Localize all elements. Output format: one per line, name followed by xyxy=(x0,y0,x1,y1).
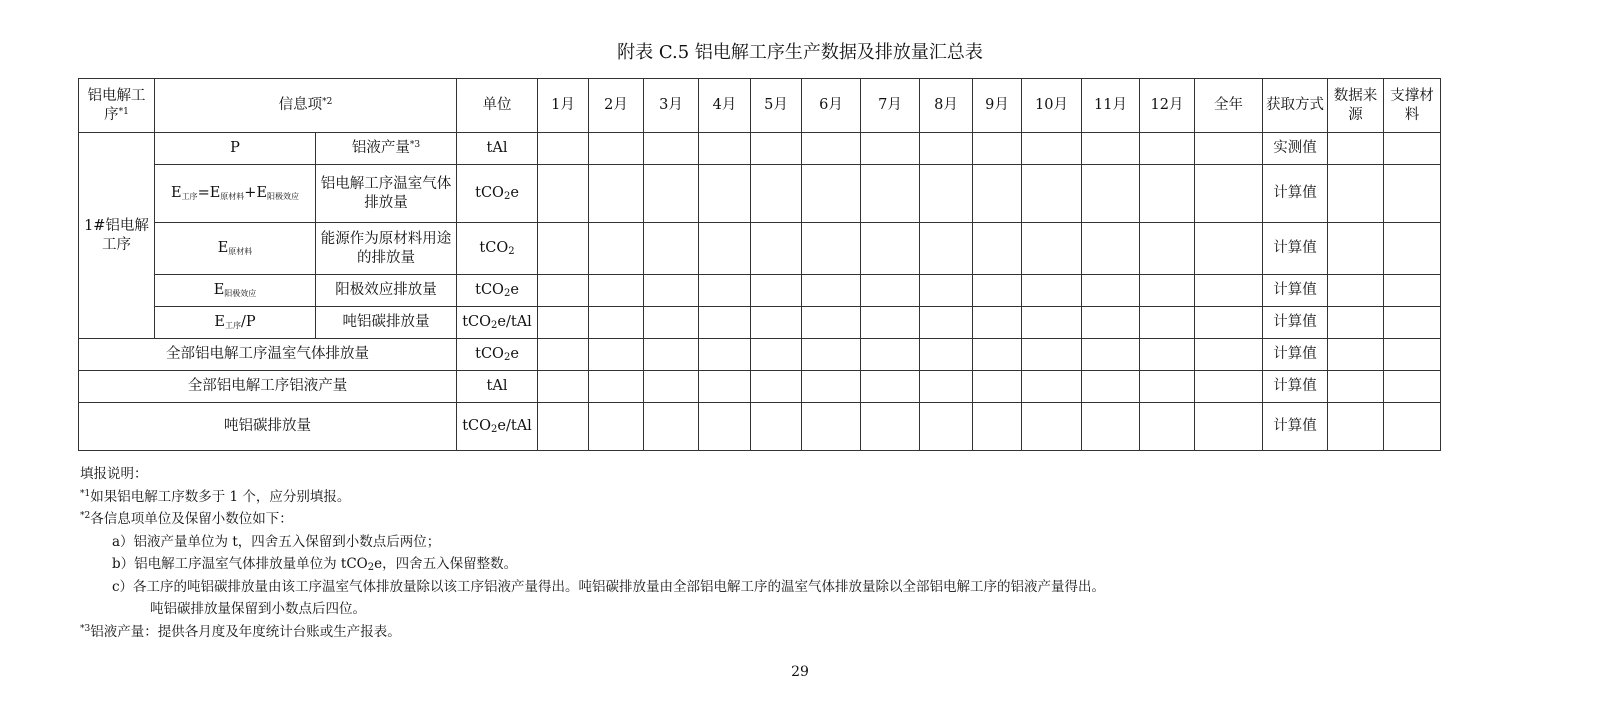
month-value-cell xyxy=(861,165,920,223)
header-support: 支撑材料 xyxy=(1384,79,1441,133)
month-value-cell xyxy=(973,339,1022,371)
month-value-cell xyxy=(973,133,1022,165)
month-value-cell xyxy=(920,223,973,275)
month-value-cell xyxy=(589,403,644,451)
unit-cell: tCO$_2$e xyxy=(457,275,538,307)
note-3: $^{*3}$铝液产量：提供各月度及年度统计台账或生产报表。 xyxy=(80,623,401,640)
method-cell: 计算值 xyxy=(1263,307,1328,339)
unit-cell: tAl xyxy=(457,133,538,165)
symbol-cell: P xyxy=(155,133,316,165)
month-value-cell xyxy=(589,223,644,275)
month-value-cell xyxy=(538,403,589,451)
month-value-cell xyxy=(644,403,699,451)
month-value-cell xyxy=(1022,133,1082,165)
month-value-cell xyxy=(751,371,802,403)
month-value-cell xyxy=(973,275,1022,307)
month-value-cell xyxy=(920,307,973,339)
month-value-cell xyxy=(1082,403,1140,451)
header-month: 1月 xyxy=(538,79,589,133)
note-2b: b）铝电解工序温室气体排放量单位为 tCO$_2$e，四舍五入保留整数。 xyxy=(112,556,518,573)
month-value-cell xyxy=(1082,307,1140,339)
note-1: $^{*1}$如果铝电解工序数多于 1 个，应分别填报。 xyxy=(80,488,351,505)
header-month: 4月 xyxy=(699,79,751,133)
table-row xyxy=(79,223,1441,275)
header-year: 全年 xyxy=(1195,79,1263,133)
source-cell xyxy=(1328,403,1384,451)
year-value-cell xyxy=(1195,339,1263,371)
month-value-cell xyxy=(1082,339,1140,371)
month-value-cell xyxy=(699,403,751,451)
source-cell xyxy=(1328,371,1384,403)
table-row xyxy=(79,165,1441,223)
month-value-cell xyxy=(589,307,644,339)
month-value-cell xyxy=(802,371,861,403)
month-value-cell xyxy=(973,403,1022,451)
header-month: 3月 xyxy=(644,79,699,133)
month-value-cell xyxy=(589,275,644,307)
summary-label: 全部铝电解工序铝液产量 xyxy=(79,371,457,403)
process-name-cell: 1#铝电解工序 xyxy=(79,133,155,339)
month-value-cell xyxy=(802,339,861,371)
table-row xyxy=(79,133,1441,165)
month-value-cell xyxy=(1022,223,1082,275)
month-value-cell xyxy=(699,339,751,371)
unit-cell: tCO$_2$e/tAl xyxy=(457,307,538,339)
month-value-cell xyxy=(751,133,802,165)
header-process: 铝电解工序$^{*1}$ xyxy=(79,79,155,133)
header-month: 9月 xyxy=(973,79,1022,133)
method-cell: 计算值 xyxy=(1263,165,1328,223)
month-value-cell xyxy=(699,165,751,223)
month-value-cell xyxy=(973,307,1022,339)
method-cell: 实测值 xyxy=(1263,133,1328,165)
header-month: 2月 xyxy=(589,79,644,133)
symbol-cell: $E_{工序}=E_{原材料}+E_{阳极效应}$ xyxy=(155,165,316,223)
month-value-cell xyxy=(699,133,751,165)
note-2: $^{*2}$各信息项单位及保留小数位如下： xyxy=(80,511,293,527)
month-value-cell xyxy=(699,223,751,275)
month-value-cell xyxy=(751,275,802,307)
support-cell xyxy=(1384,133,1441,165)
month-value-cell xyxy=(920,339,973,371)
month-value-cell xyxy=(973,165,1022,223)
note-2c: c）各工序的吨铝碳排放量由该工序温室气体排放量除以该工序铝液产量得出。吨铝碳排放量由全部铝电解工序的温室气体排放量除以全部铝电解工序的铝液产量得出。 xyxy=(112,578,1106,595)
header-unit: 单位 xyxy=(457,79,538,133)
month-value-cell xyxy=(861,133,920,165)
month-value-cell xyxy=(1082,371,1140,403)
month-value-cell xyxy=(973,223,1022,275)
month-value-cell xyxy=(1022,403,1082,451)
month-value-cell xyxy=(589,339,644,371)
month-value-cell xyxy=(644,133,699,165)
month-value-cell xyxy=(644,275,699,307)
page-number: 29 xyxy=(791,664,809,680)
header-month: 7月 xyxy=(861,79,920,133)
month-value-cell xyxy=(538,339,589,371)
year-value-cell xyxy=(1195,133,1263,165)
month-value-cell xyxy=(538,275,589,307)
support-cell xyxy=(1384,371,1441,403)
month-value-cell xyxy=(861,307,920,339)
notes xyxy=(80,463,1105,643)
month-value-cell xyxy=(802,165,861,223)
month-value-cell xyxy=(1082,165,1140,223)
desc-cell: 吨铝碳排放量 xyxy=(316,307,457,339)
month-value-cell xyxy=(1022,275,1082,307)
month-value-cell xyxy=(861,403,920,451)
unit-cell: tCO$_2$ xyxy=(457,223,538,275)
support-cell xyxy=(1384,339,1441,371)
month-value-cell xyxy=(1140,223,1195,275)
year-value-cell xyxy=(1195,275,1263,307)
source-cell xyxy=(1328,133,1384,165)
summary-row xyxy=(79,339,1441,371)
method-cell: 计算值 xyxy=(1263,371,1328,403)
month-value-cell xyxy=(699,275,751,307)
support-cell xyxy=(1384,307,1441,339)
month-value-cell xyxy=(861,371,920,403)
summary-label: 吨铝碳排放量 xyxy=(79,403,457,451)
month-value-cell xyxy=(1022,165,1082,223)
month-value-cell xyxy=(802,403,861,451)
month-value-cell xyxy=(920,275,973,307)
month-value-cell xyxy=(1082,133,1140,165)
month-value-cell xyxy=(538,165,589,223)
support-cell xyxy=(1384,165,1441,223)
month-value-cell xyxy=(802,275,861,307)
header-month: 8月 xyxy=(920,79,973,133)
source-cell xyxy=(1328,307,1384,339)
notes-heading: 填报说明： xyxy=(80,466,148,482)
summary-row xyxy=(79,371,1441,403)
month-value-cell xyxy=(1022,339,1082,371)
month-value-cell xyxy=(1140,165,1195,223)
month-value-cell xyxy=(751,165,802,223)
page-title: 附表 C.5 铝电解工序生产数据及排放量汇总表 xyxy=(617,42,983,63)
month-value-cell xyxy=(920,403,973,451)
month-value-cell xyxy=(751,223,802,275)
month-value-cell xyxy=(1140,403,1195,451)
method-cell: 计算值 xyxy=(1263,275,1328,307)
method-cell: 计算值 xyxy=(1263,223,1328,275)
month-value-cell xyxy=(973,371,1022,403)
symbol-cell: $E_{原材料}$ xyxy=(155,223,316,275)
year-value-cell xyxy=(1195,223,1263,275)
source-cell xyxy=(1328,339,1384,371)
month-value-cell xyxy=(751,339,802,371)
table-row xyxy=(79,275,1441,307)
month-value-cell xyxy=(644,165,699,223)
header-month: 6月 xyxy=(802,79,861,133)
source-cell xyxy=(1328,165,1384,223)
month-value-cell xyxy=(1140,371,1195,403)
month-value-cell xyxy=(920,371,973,403)
month-value-cell xyxy=(1082,223,1140,275)
source-cell xyxy=(1328,275,1384,307)
symbol-cell: $E_{阳极效应}$ xyxy=(155,275,316,307)
unit-cell: tCO$_2$e xyxy=(457,339,538,371)
note-2a: a）铝液产量单位为 t，四舍五入保留到小数点后两位； xyxy=(112,533,441,550)
month-value-cell xyxy=(538,307,589,339)
header-method: 获取方式 xyxy=(1263,79,1328,133)
month-value-cell xyxy=(802,307,861,339)
month-value-cell xyxy=(861,223,920,275)
desc-cell: 铝电解工序温室气体排放量 xyxy=(316,165,457,223)
month-value-cell xyxy=(1082,275,1140,307)
month-value-cell xyxy=(1022,371,1082,403)
month-value-cell xyxy=(802,133,861,165)
month-value-cell xyxy=(644,223,699,275)
summary-label: 全部铝电解工序温室气体排放量 xyxy=(79,339,457,371)
month-value-cell xyxy=(751,307,802,339)
month-value-cell xyxy=(920,165,973,223)
header-month: 5月 xyxy=(751,79,802,133)
support-cell xyxy=(1384,275,1441,307)
month-value-cell xyxy=(644,371,699,403)
summary-table xyxy=(78,78,1441,451)
year-value-cell xyxy=(1195,403,1263,451)
month-value-cell xyxy=(861,339,920,371)
unit-cell: tAl xyxy=(457,371,538,403)
month-value-cell xyxy=(538,133,589,165)
month-value-cell xyxy=(802,223,861,275)
month-value-cell xyxy=(751,403,802,451)
month-value-cell xyxy=(1140,133,1195,165)
desc-cell: 铝液产量$^{*3}$ xyxy=(316,133,457,165)
symbol-cell: $E_{工序}/P$ xyxy=(155,307,316,339)
method-cell: 计算值 xyxy=(1263,403,1328,451)
month-value-cell xyxy=(1140,307,1195,339)
month-value-cell xyxy=(1140,339,1195,371)
source-cell xyxy=(1328,223,1384,275)
month-value-cell xyxy=(589,133,644,165)
year-value-cell xyxy=(1195,307,1263,339)
desc-cell: 能源作为原材料用途的排放量 xyxy=(316,223,457,275)
note-2c-cont: 吨铝碳排放量保留到小数点后四位。 xyxy=(150,601,366,617)
month-value-cell xyxy=(699,307,751,339)
month-value-cell xyxy=(1022,307,1082,339)
month-value-cell xyxy=(538,371,589,403)
month-value-cell xyxy=(644,307,699,339)
year-value-cell xyxy=(1195,165,1263,223)
header-source: 数据来源 xyxy=(1328,79,1384,133)
month-value-cell xyxy=(589,371,644,403)
month-value-cell xyxy=(699,371,751,403)
month-value-cell xyxy=(1140,275,1195,307)
header-month: 11月 xyxy=(1082,79,1140,133)
support-cell xyxy=(1384,223,1441,275)
month-value-cell xyxy=(920,133,973,165)
header-month: 10月 xyxy=(1022,79,1082,133)
month-value-cell xyxy=(538,223,589,275)
method-cell: 计算值 xyxy=(1263,339,1328,371)
table-row xyxy=(79,307,1441,339)
header-month: 12月 xyxy=(1140,79,1195,133)
month-value-cell xyxy=(644,339,699,371)
support-cell xyxy=(1384,403,1441,451)
year-value-cell xyxy=(1195,371,1263,403)
header-row xyxy=(79,79,1441,133)
header-info: 信息项$^{*2}$ xyxy=(155,79,457,133)
month-value-cell xyxy=(589,165,644,223)
month-value-cell xyxy=(861,275,920,307)
desc-cell: 阳极效应排放量 xyxy=(316,275,457,307)
unit-cell: tCO$_2$e xyxy=(457,165,538,223)
unit-cell: tCO$_2$e/tAl xyxy=(457,403,538,451)
summary-row xyxy=(79,403,1441,451)
